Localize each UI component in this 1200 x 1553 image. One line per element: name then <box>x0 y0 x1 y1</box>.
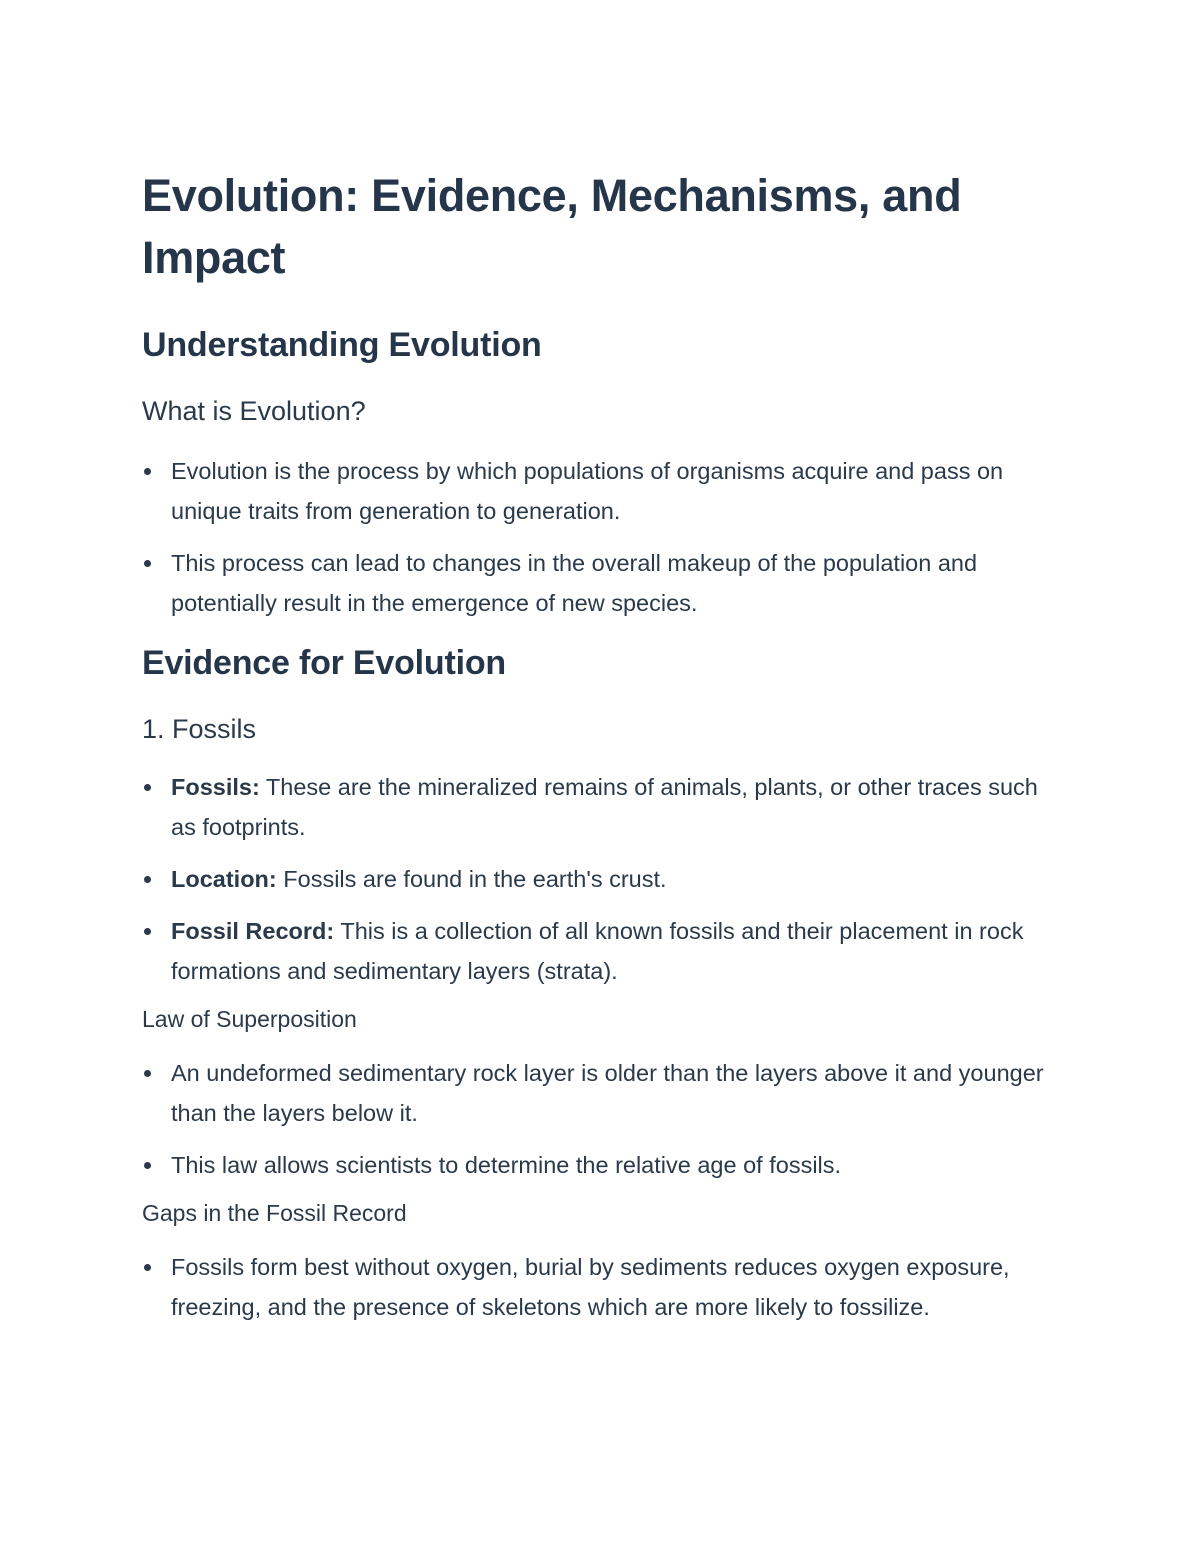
list-item: This process can lead to changes in the overall makeup of the population and potentially result in the emergence of new species. <box>142 543 1062 623</box>
bullet-icon <box>144 1162 151 1169</box>
list-item: An undeformed sedimentary rock layer is older than the layers above it and younger than the layers below it. <box>142 1053 1062 1133</box>
list-item: This law allows scientists to determine the relative age of fossils. <box>142 1145 1062 1185</box>
list-item: Evolution is the process by which populations of organisms acquire and pass on unique traits from generation to generation. <box>142 451 1062 531</box>
subheading-what-is-evolution: What is Evolution? <box>142 396 366 426</box>
subheading-law-of-superposition: Law of Superposition <box>142 1006 357 1032</box>
superposition-list <box>142 1053 1062 1185</box>
list-item: Location: Fossils are found in the earth's crust. <box>142 859 1062 899</box>
subheading-gaps-in-fossil-record: Gaps in the Fossil Record <box>142 1200 407 1226</box>
list-item: Fossils: These are the mineralized remains of animals, plants, or other traces such as footprints. <box>142 767 1062 847</box>
fossils-list <box>142 767 1062 991</box>
subheading-fossils: 1. Fossils <box>142 714 257 744</box>
bullet-icon <box>144 784 151 791</box>
bullet-icon <box>144 876 151 883</box>
bullet-icon <box>144 928 151 935</box>
section-heading-evidence-for-evolution: Evidence for Evolution <box>142 644 506 682</box>
gaps-list <box>142 1247 1062 1327</box>
list-item: Fossils form best without oxygen, burial by sediments reduces oxygen exposure, freezing, and the presence of skeletons which are more likely to fossilize. <box>142 1247 1062 1327</box>
bullet-icon <box>144 560 151 567</box>
list-item: Fossil Record: This is a collection of all known fossils and their placement in rock formations and sedimentary layers (strata). <box>142 911 1062 991</box>
document-title: Evolution: Evidence, Mechanisms, and Impact <box>142 170 962 283</box>
bullet-icon <box>144 1070 151 1077</box>
section-heading-understanding-evolution: Understanding Evolution <box>142 326 542 364</box>
bullet-icon <box>144 1264 151 1271</box>
bullet-icon <box>144 468 151 475</box>
document-page <box>142 165 1062 1339</box>
what-is-evolution-list <box>142 451 1062 623</box>
